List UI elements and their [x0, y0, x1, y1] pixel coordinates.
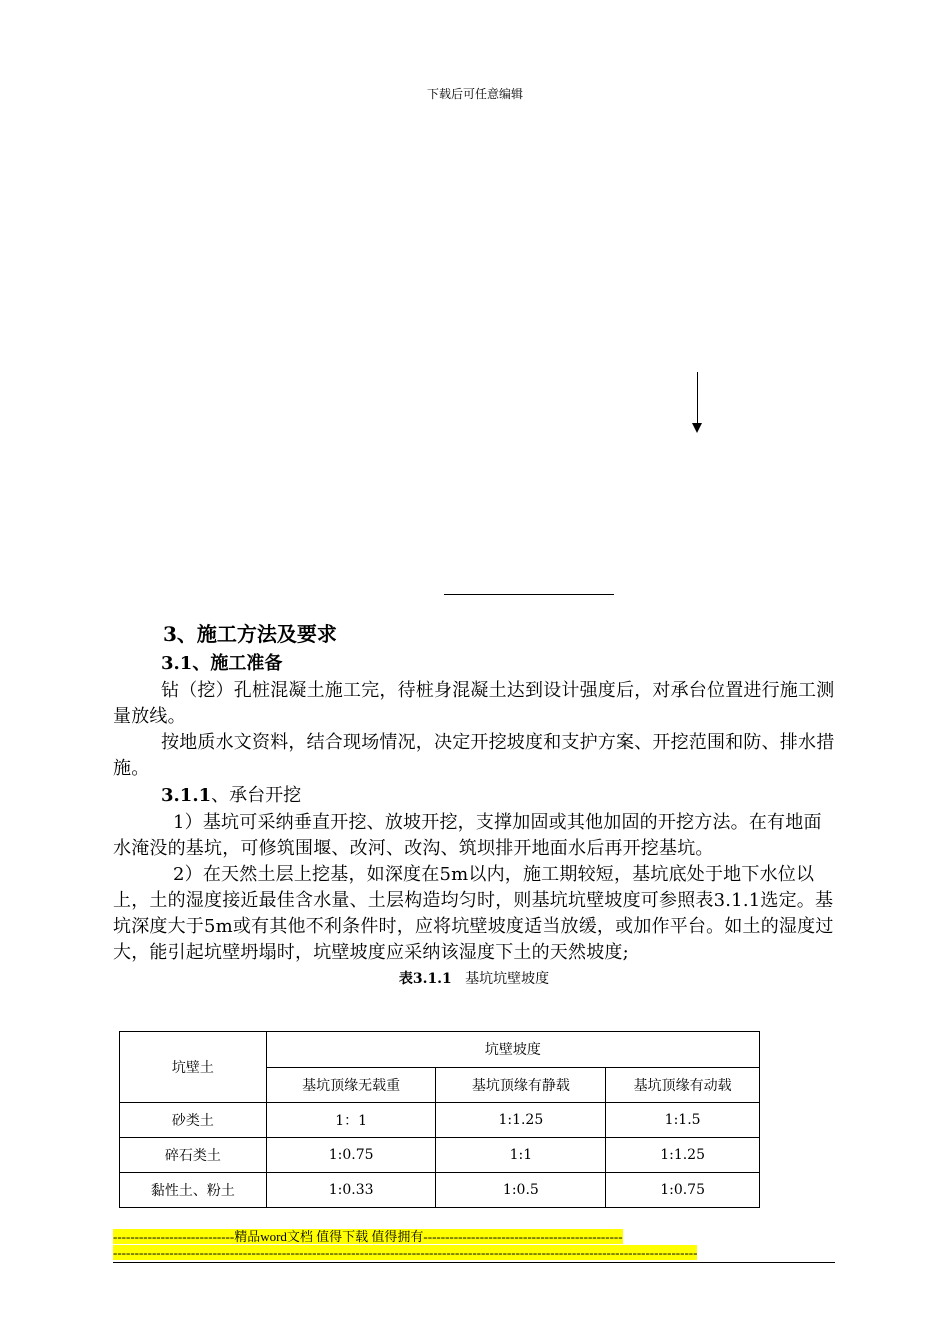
- subsection-title: 3.1、施工准备: [161, 653, 283, 674]
- value-cell: 1:1.25: [436, 1103, 606, 1138]
- table-caption: [113, 968, 835, 990]
- caption-label: 表3.1.1: [398, 971, 452, 987]
- value-cell: 1:0.75: [266, 1138, 436, 1173]
- value-cell: 1:0.5: [436, 1173, 606, 1208]
- arrow-line: [697, 372, 698, 424]
- soil-cell: 碎石类土: [120, 1138, 267, 1173]
- value-cell: 1:1.25: [606, 1138, 760, 1173]
- value-cell: 1:0.75: [606, 1173, 760, 1208]
- table-row: [120, 1138, 760, 1173]
- value-cell: 1：1: [266, 1103, 436, 1138]
- subsubsection-label: 、承台开挖: [211, 785, 302, 806]
- table-row: [120, 1103, 760, 1138]
- value-cell: 1:1: [436, 1138, 606, 1173]
- column-header: 基坑顶缘有动载: [606, 1067, 760, 1103]
- value-cell: 1:1.5: [606, 1103, 760, 1138]
- table-row: [120, 1173, 760, 1208]
- footer-rule: [113, 1262, 835, 1263]
- footer-banner: [113, 1229, 697, 1261]
- slope-table: [119, 1031, 760, 1208]
- column-header: 基坑顶缘有静载: [436, 1067, 606, 1103]
- arrow-head-icon: [692, 423, 702, 433]
- value-cell: 1:0.33: [266, 1173, 436, 1208]
- column-header: 基坑顶缘无载重: [266, 1067, 436, 1103]
- document-body: [113, 618, 835, 990]
- section-title: 3、施工方法及要求: [163, 622, 337, 646]
- table-header-row: [120, 1032, 760, 1068]
- row-header-cell: 坑壁土: [120, 1032, 267, 1103]
- caption-title: 基坑坑壁坡度: [465, 971, 550, 987]
- footer-line-1: ----------------------------精品word文档 值得下载 值得拥有----------------------------------------------: [113, 1229, 623, 1244]
- paragraph: 钻（挖）孔桩混凝土施工完，待桩身混凝土达到设计强度后，对承台位置进行施工测量放线。: [113, 680, 835, 727]
- list-item: 1）基坑可采纳垂直开挖、放坡开挖，支撑加固或其他加固的开挖方法。在有地面水淹没的基坑，可修筑围堰、改河、改沟、筑坝排开地面水后再开挖基坑。: [113, 812, 822, 859]
- group-header-cell: 坑壁坡度: [266, 1032, 759, 1068]
- paragraph: 按地质水文资料，结合现场情况，决定开挖坡度和支护方案、开挖范围和防、排水措施。: [113, 732, 835, 779]
- list-item: 2）在天然土层上挖基，如深度在5m以内，施工期较短，基坑底处于地下水位以上，土的湿度接近最佳含水量、土层构造均匀时，则基坑坑壁坡度可参照表3.1.1选定。基坑深度大于5m或有其他不利条件时，应将坑壁坡度适当放缓，或加作平台。如土的湿度过大，能引起坑壁坍塌时，坑壁坡度应采纳该湿度下土的天然坡度;: [113, 864, 834, 963]
- soil-cell: 黏性土、粉土: [120, 1173, 267, 1208]
- soil-cell: 砂类土: [120, 1103, 267, 1138]
- footer-line-2: ---------------------------------------------------------------------------------------------------------------------------------------: [113, 1245, 698, 1260]
- subsubsection-title: [113, 782, 835, 810]
- page-header: 下载后可任意编辑: [426, 87, 523, 101]
- horizontal-rule: [444, 594, 614, 595]
- subsubsection-number: 3.1.1: [161, 785, 212, 806]
